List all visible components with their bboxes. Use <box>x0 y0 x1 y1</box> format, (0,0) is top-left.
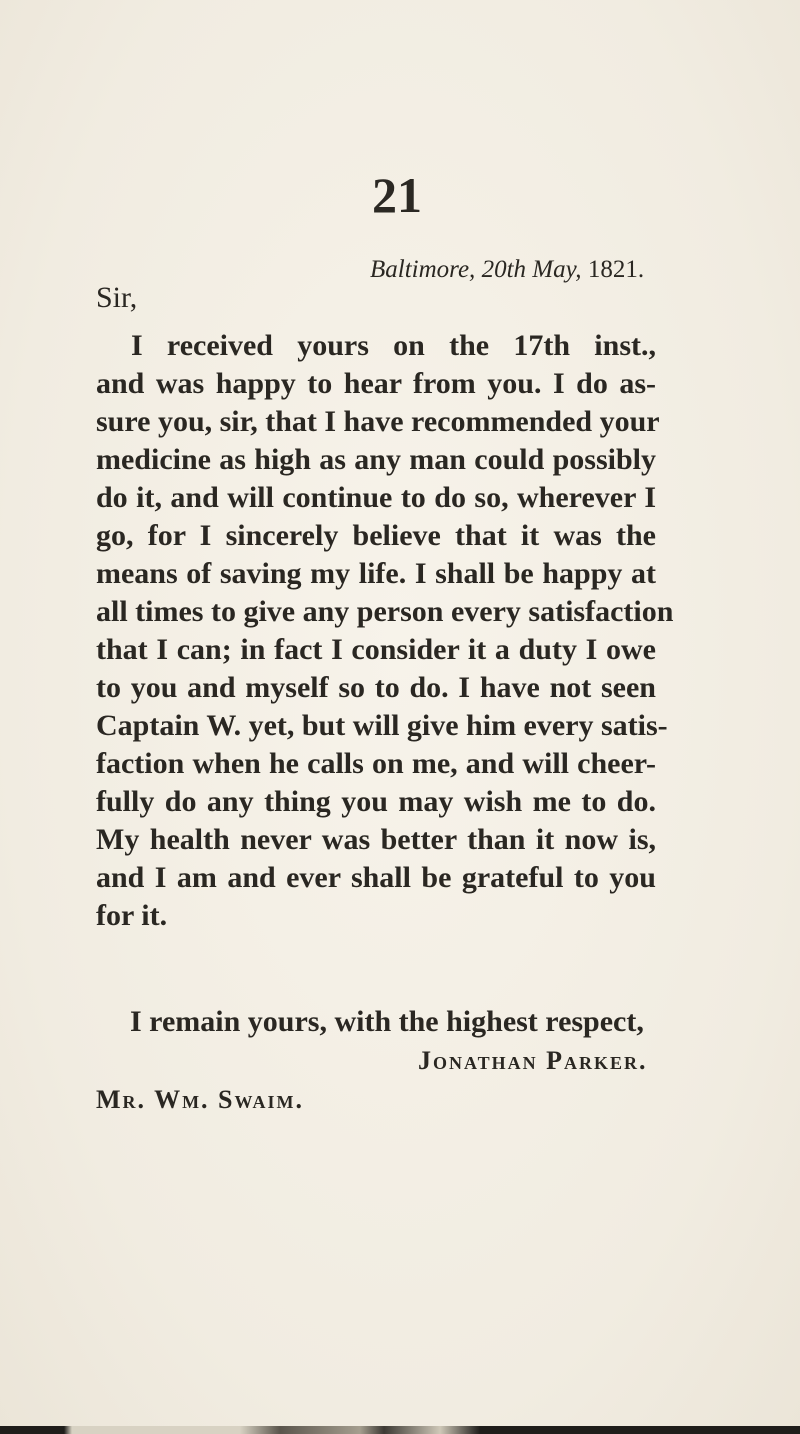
body-line: means of saving my life. I shall be happy at <box>96 557 656 590</box>
body-line: and was happy to hear from you. I do as- <box>96 367 656 400</box>
page-bottom-edge <box>0 1426 800 1434</box>
body-line: faction when he calls on me, and will cheer- <box>96 747 656 780</box>
body-line: that I can; in fact I consider it a duty I owe <box>96 633 656 666</box>
dateline <box>370 257 644 282</box>
body-line: all times to give any person every satisfaction <box>96 595 674 628</box>
body-line: medicine as high as any man could possibly <box>96 443 656 476</box>
dateline-year: 1821. <box>587 256 645 283</box>
addressee: Mr. Wm. Swaim. <box>96 1085 305 1114</box>
body-line: do it, and will continue to do so, wherever I <box>96 481 656 514</box>
dateline-day-month: 20th May, <box>481 256 582 283</box>
page-number: 21 <box>372 167 422 223</box>
signature: Jonathan Parker. <box>418 1046 648 1075</box>
body-line: I received yours on the 17th inst., <box>131 329 656 362</box>
body-line: and I am and ever shall be grateful to you <box>96 861 656 894</box>
body-line: fully do any thing you may wish me to do. <box>96 785 656 818</box>
body-line: go, for I sincerely believe that it was the <box>96 519 656 552</box>
dateline-place: Baltimore, <box>370 256 476 283</box>
body-line: to you and myself so to do. I have not seen <box>96 671 656 704</box>
body-line: sure you, sir, that I have recommended your <box>96 405 660 438</box>
closing-line: I remain yours, with the highest respect, <box>130 1005 644 1038</box>
letter-body <box>96 327 674 935</box>
salutation: Sir, <box>96 281 138 314</box>
body-line: for it. <box>96 899 168 932</box>
body-line: Captain W. yet, but will give him every satis- <box>96 709 668 742</box>
body-line: My health never was better than it now is, <box>96 823 656 856</box>
